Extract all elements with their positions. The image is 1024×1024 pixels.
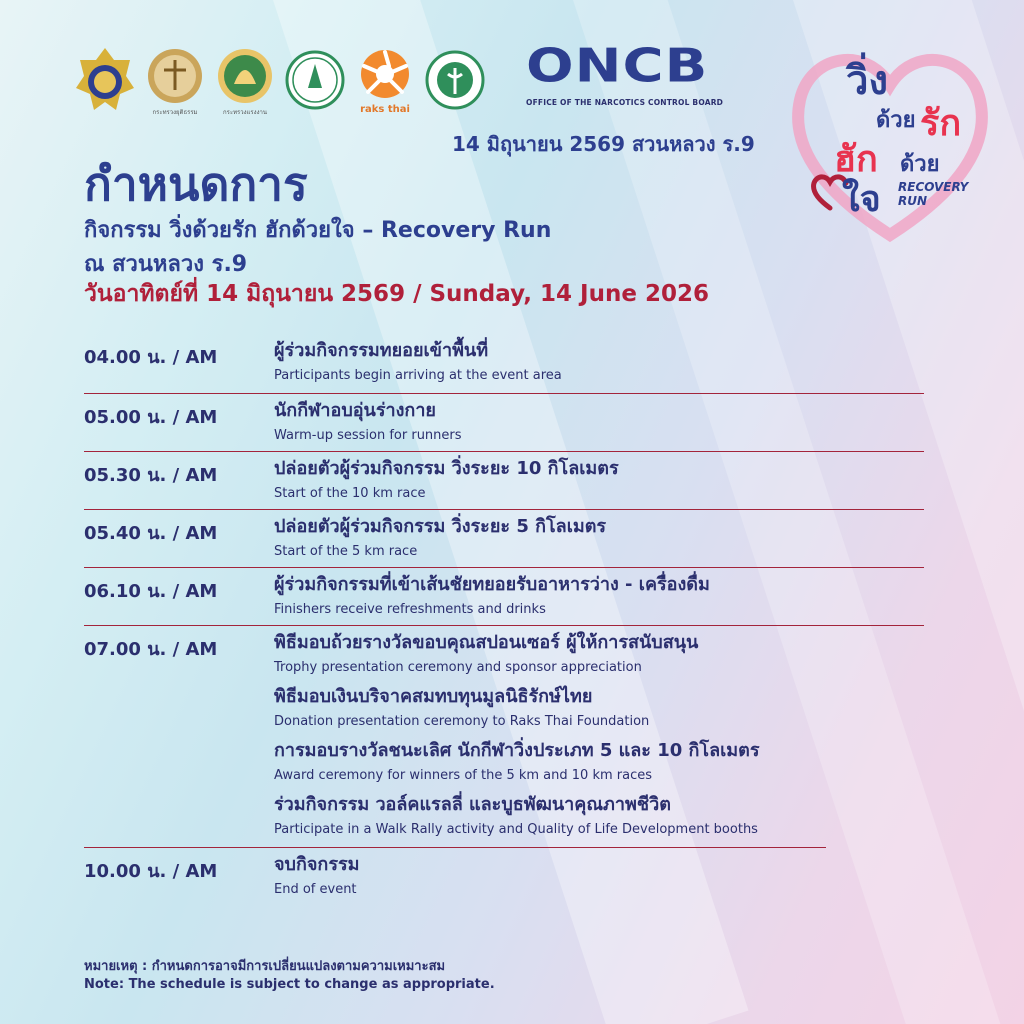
logo-word-run: วิ่ง [846,58,888,104]
logo-caption: raks thai [360,104,410,115]
event-date: วันอาทิตย์ที่ 14 มิถุนายน 2569 / Sunday, 14 June 2026 [84,281,709,307]
logo-tag-recovery: RECOVERY [898,180,969,194]
raks-thai-logo-icon [354,44,416,118]
schedule-row [84,452,924,510]
logo-word-hug: ฮัก [834,139,878,180]
oncb-name: ONCB [526,39,709,94]
bangkok-seal-icon [284,44,346,118]
oncb-full-name: OFFICE OF THE NARCOTICS CONTROL BOARD [526,98,724,107]
page-title: กำหนดการ [84,157,308,211]
logo-tag-run: RUN [898,194,928,208]
activity-english: End of event [274,882,357,897]
public-health-seal-icon [424,44,486,118]
activity-thai: การมอบรางวัลชนะเลิศ นักกีฬาวิ่งประเภท 5 และ 10 กิโลเมตร [274,740,760,761]
schedule-time: 06.10 น. / AM [84,581,218,602]
activity-thai: จบกิจกรรม [274,854,360,875]
logo-caption: กระทรวงแรงงาน [223,109,267,116]
schedule-table [84,338,924,906]
schedule-row [84,510,924,568]
activity-english: Donation presentation ceremony to Raks Thai Foundation [274,714,650,729]
activity-english: Trophy presentation ceremony and sponsor appreciation [274,660,642,675]
schedule-time: 04.00 น. / AM [84,347,218,368]
header-date-place: 14 มิถุนายน 2569 สวนหลวง ร.9 [452,132,755,156]
schedule-time: 05.30 น. / AM [84,465,218,486]
activity-english: Start of the 10 km race [274,486,426,501]
footnote [84,958,495,994]
ministry-justice-seal-icon [144,44,206,118]
activity-thai: ปล่อยตัวผู้ร่วมกิจกรรม วิ่งระยะ 5 กิโลเมตร [274,516,607,537]
activity-thai: พิธีมอบเงินบริจาคสมทบทุนมูลนิธิรักษ์ไทย [274,686,593,707]
logo-caption: กระทรวงยุติธรรม [152,109,198,116]
logo-word-with-2: ด้วย [900,152,940,177]
oncb-logo [526,39,724,107]
activity-thai: ร่วมกิจกรรม วอล์คแรลลี่ และบูธพัฒนาคุณภาพชีวิต [274,794,671,815]
schedule-time: 07.00 น. / AM [84,639,218,660]
activity-english: Participants begin arriving at the event area [274,368,562,383]
activity-thai: ผู้ร่วมกิจกรรมที่เข้าเส้นชัยทยอยรับอาหารว่าง - เครื่องดื่ม [274,574,710,595]
footnote-thai: หมายเหตุ : กำหนดการอาจมีการเปลี่ยนแปลงตามความเหมาะสม [84,959,446,974]
activity-english: Finishers receive refreshments and drinks [274,602,546,617]
heart-outline-icon [780,30,1000,250]
event-name: กิจกรรม วิ่งด้วยรัก ฮักด้วยใจ – Recovery Run [84,218,552,243]
activity-english: Start of the 5 km race [274,544,418,559]
activity-thai: ผู้ร่วมกิจกรรมทยอยเข้าพื้นที่ [274,340,489,361]
event-logo [780,30,1000,250]
activity-thai: นักกีฬาอบอุ่นร่างกาย [274,400,436,421]
schedule-row [84,626,826,848]
activity-english: Award ceremony for winners of the 5 km and 10 km races [274,768,653,783]
schedule-row [84,394,924,452]
office-seal-icon [74,44,136,118]
schedule-time: 05.00 น. / AM [84,407,218,428]
activity-english: Warm-up session for runners [274,428,462,443]
schedule-time: 10.00 น. / AM [84,861,218,882]
schedule-row [84,338,924,394]
schedule-row [84,568,924,626]
event-venue: ณ สวนหลวง ร.9 [84,252,248,277]
logo-word-love: รัก [920,103,962,144]
schedule-row [84,848,924,906]
activity-thai: ปล่อยตัวผู้ร่วมกิจกรรม วิ่งระยะ 10 กิโลเมตร [274,458,619,479]
partner-logos [74,44,486,118]
schedule-time: 05.40 น. / AM [84,523,218,544]
logo-word-heart: ใจ [842,179,881,220]
logo-word-with: ด้วย [876,108,916,133]
activity-thai: พิธีมอบถ้วยรางวัลขอบคุณสปอนเซอร์ ผู้ให้การสนับสนุน [274,632,699,653]
activity-english: Participate in a Walk Rally activity and Quality of Life Development booths [274,822,758,837]
ministry-labour-seal-icon [214,44,276,118]
footnote-english: Note: The schedule is subject to change as appropriate. [84,977,495,992]
